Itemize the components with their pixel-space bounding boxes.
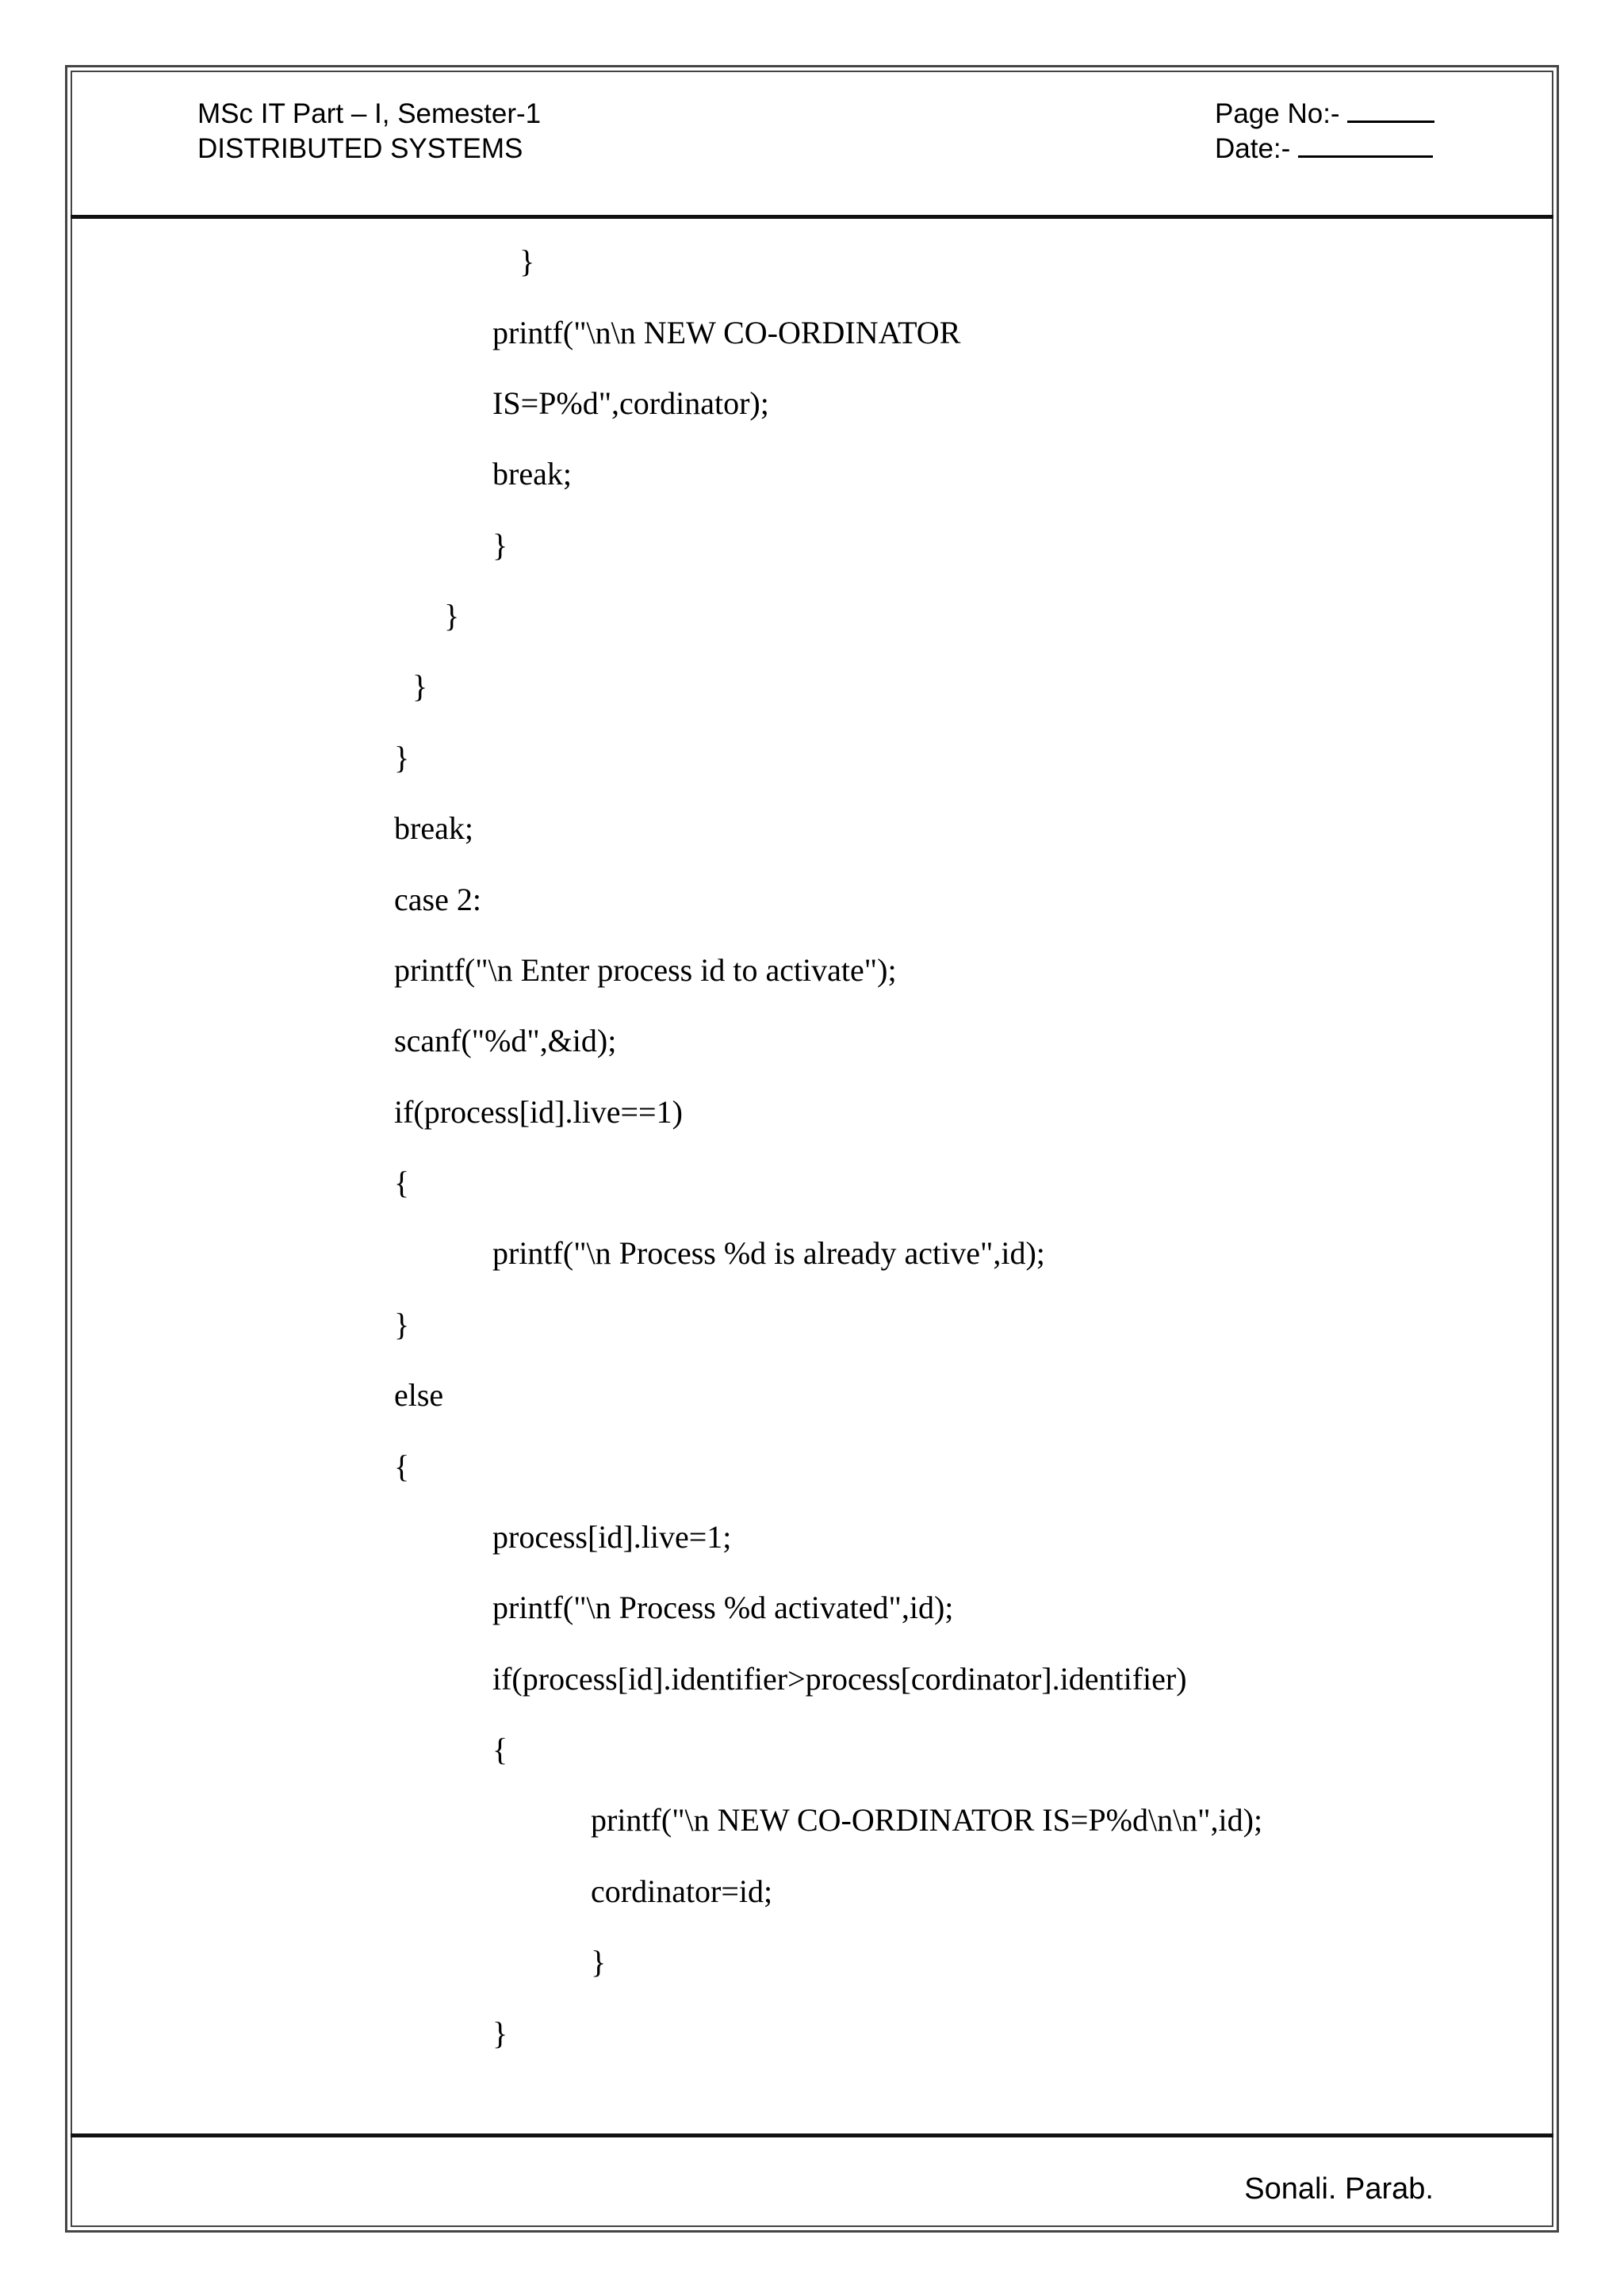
course-title: MSc IT Part – I, Semester-1 [197, 98, 542, 129]
course-header [197, 97, 541, 166]
code-line: if(process[id].identifier>process[cordinator].identifier) [492, 1661, 1187, 1697]
code-line: } [444, 598, 460, 633]
code-line: IS=P%d",cordinator); [492, 385, 769, 421]
date-blank [1298, 132, 1433, 158]
code-line: { [394, 1165, 410, 1200]
code-line: } [492, 2015, 508, 2051]
code-line: } [492, 527, 508, 563]
header-divider [71, 215, 1553, 219]
code-line: case 2: [394, 882, 481, 917]
code-line: cordinator=id; [591, 1873, 773, 1909]
page-border-inner [71, 71, 1553, 2227]
code-line: break; [394, 810, 473, 846]
code-line: { [492, 1732, 508, 1767]
code-line: printf("\n NEW CO-ORDINATOR IS=P%d\n\n",id); [591, 1802, 1263, 1838]
code-line: process[id].live=1; [492, 1519, 732, 1555]
code-line: } [394, 740, 410, 775]
subject-title: DISTRIBUTED SYSTEMS [197, 133, 523, 164]
code-line: } [412, 668, 428, 704]
code-line: if(process[id].live==1) [394, 1094, 683, 1130]
code-line: printf("\n Enter process id to activate"); [394, 952, 897, 988]
page-meta [1215, 97, 1434, 166]
date-field [1215, 132, 1434, 166]
date-label: Date:- [1215, 133, 1291, 164]
page-number-label: Page No:- [1215, 98, 1340, 129]
code-line: } [394, 1307, 410, 1342]
code-line: break; [492, 456, 572, 492]
code-line: printf("\n Process %d activated",id); [492, 1590, 954, 1625]
author-signature: Sonali. Parab. [1244, 2172, 1434, 2206]
footer-divider [71, 2133, 1553, 2137]
page-number-blank [1347, 97, 1434, 123]
code-line: scanf("%d",&id); [394, 1023, 617, 1058]
code-line: printf("\n\n NEW CO-ORDINATOR [492, 315, 961, 350]
code-line: { [394, 1448, 410, 1484]
code-line: else [394, 1377, 444, 1413]
code-line: } [591, 1944, 607, 1980]
code-line: } [519, 243, 535, 279]
code-line: printf("\n Process %d is already active",id); [492, 1235, 1045, 1271]
page-number-field [1215, 97, 1434, 132]
